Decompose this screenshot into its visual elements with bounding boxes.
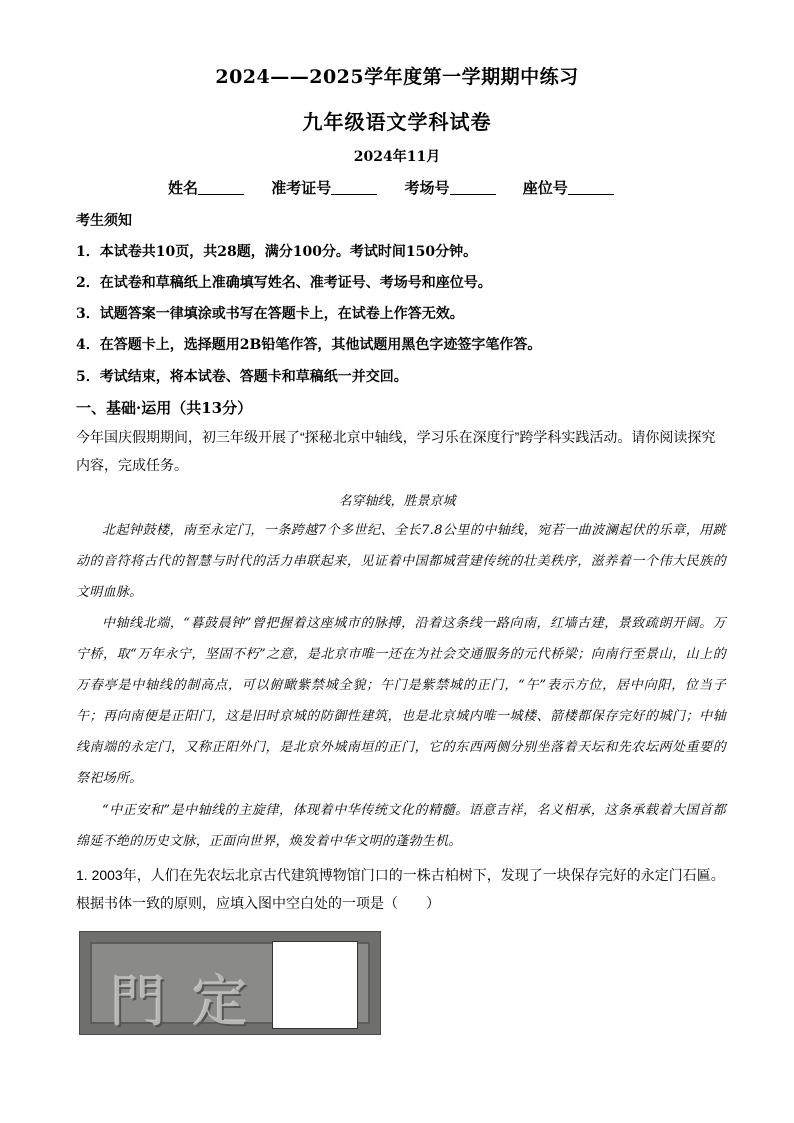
plaque-character: 定 bbox=[192, 970, 248, 1035]
admission-number-field[interactable]: 准考证号 bbox=[271, 179, 377, 197]
exam-title: 2024——2025学年度第一学期期中练习 bbox=[215, 66, 579, 88]
name-field[interactable]: 姓名 bbox=[168, 179, 244, 197]
notice-item: 4．在答题卡上，选择题用2B铅笔作答，其他试题用黑色字迹签字笔作答。 bbox=[76, 337, 542, 353]
notice-heading: 考生须知 bbox=[76, 213, 132, 229]
candidate-info-line bbox=[168, 177, 636, 198]
plaque-character: 門 bbox=[110, 970, 166, 1035]
exam-date: 2024年11月 bbox=[353, 149, 441, 165]
question-1: 1. 2003年，人们在先农坛北京古代建筑博物馆门口的一株古柏树下，发现了一块保存完好的永定门石匾。根据书体一致的原则，应填入图中空白处的一项是（ ） bbox=[76, 867, 725, 911]
article-title: 名穿轴线，胜景京城 bbox=[338, 494, 456, 509]
notice-item: 1．本试卷共10页，共28题，满分100分。考试时间150分钟。 bbox=[76, 244, 478, 260]
exam-subtitle: 九年级语文学科试卷 bbox=[302, 110, 492, 134]
exam-room-field[interactable]: 考场号 bbox=[405, 179, 496, 197]
article-paragraph: 北起钟鼓楼，南至永定门，一条跨越7个多世纪、全长7.8公里的中轴线，宛若一曲波澜起伏的乐章，用跳动的音符将古代的智慧与时代的活力串联起来，见证着中国都城营建传统的壮美秩序，滋养着一个伟大民族的文明血脉。 bbox=[76, 523, 726, 600]
section-heading: 一、基础·运用（共13分） bbox=[76, 399, 253, 417]
notice-item: 5．考试结束，将本试卷、答题卡和草稿纸一并交回。 bbox=[76, 369, 408, 385]
section-intro: 今年国庆假期期间，初三年级开展了“探秘北京中轴线，学习乐在深度行”跨学科实践活动。请你阅读探究内容，完成任务。 bbox=[76, 429, 716, 473]
seat-number-field[interactable]: 座位号 bbox=[523, 179, 614, 197]
article-paragraph: “中正安和”是中轴线的主旋律，体现着中华传统文化的精髓。语意吉祥，名义相承，这条承载着大国首都绵延不绝的历史文脉，正面向世界，焕发着中华文明的蓬勃生机。 bbox=[76, 803, 726, 849]
notice-item: 2．在试卷和草稿纸上准确填写姓名、准考证号、考场号和座位号。 bbox=[76, 275, 492, 291]
article-paragraph: 中轴线北端，“暮鼓晨钟”曾把握着这座城市的脉搏，沿着这条线一路向南，红墙古建，景致疏朗开阔。万宁桥，取“万年永宁，坚固不朽”之意，是北京市唯一还在为社会交通服务的元代桥梁；向南行至景山，山上的万春亭是中轴线的制高点，可以俯瞰紫禁城全貌；午门是紫禁城的正门，“午”表示方位，居中向阳，位当子午；再向南便是正阳门，这是旧时京城的防御性建筑，也是北京城内唯一城楼、箭楼都保存完好的城门；中轴线南端的永定门，又称正阳外门，是北京外城南垣的正门，它的东西两侧分别坐落着天坛和先农坛两处重要的祭祀场所。 bbox=[76, 616, 726, 786]
notice-item: 3．试题答案一律填涂或书写在答题卡上，在试卷上作答无效。 bbox=[76, 306, 464, 322]
plaque-blank-box bbox=[272, 941, 358, 1029]
